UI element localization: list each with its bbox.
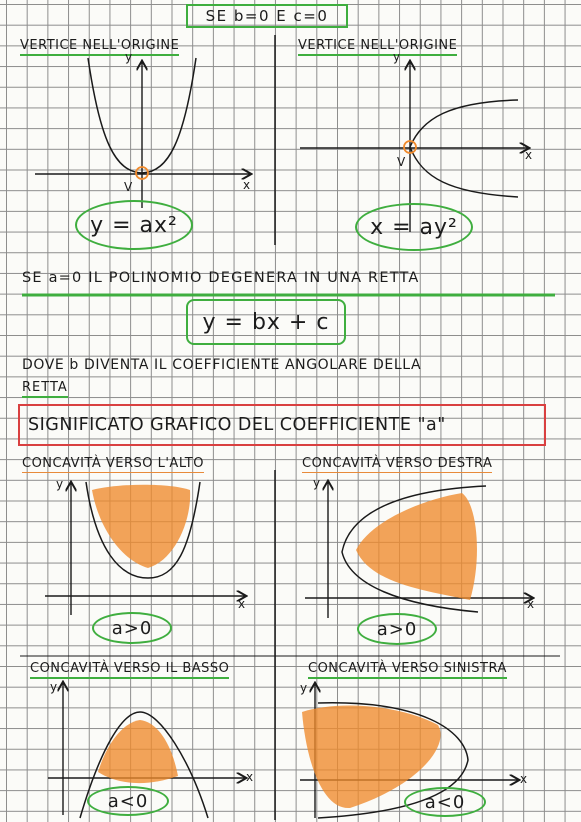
condition: a>0: [111, 617, 153, 639]
condition-oval: [87, 786, 169, 816]
y-axis-label: y: [56, 477, 64, 491]
explanation-line-2: RETTA: [22, 380, 68, 398]
graph-vertex-origin-vertical: [35, 58, 250, 208]
x-axis-label: x: [246, 770, 254, 784]
x-axis-label: x: [243, 178, 251, 192]
panel-title-concave-down: CONCAVITÀ VERSO IL BASSO: [30, 661, 229, 679]
y-axis-label: y: [300, 681, 308, 695]
formula-oval: [75, 200, 193, 250]
formula-oval: [355, 203, 473, 251]
x-axis-label: x: [525, 148, 533, 162]
graph-concave-right: [305, 482, 535, 618]
vertex-label: V: [397, 155, 406, 169]
y-axis-label: y: [50, 680, 58, 694]
graph-concave-up: [45, 482, 245, 615]
panel-title-concave-right: CONCAVITÀ VERSO DESTRA: [302, 456, 493, 471]
filled-region: [92, 485, 190, 568]
condition: a<0: [424, 791, 466, 813]
formula: y = ax²: [90, 212, 178, 238]
condition-oval: [404, 787, 486, 817]
header-condition: SE b=0 E c=0: [205, 7, 329, 25]
explanation-line-1: DOVE b DIVENTA IL COEFFICIENTE ANGOLARE DELLA: [22, 357, 422, 373]
condition-oval: [92, 612, 172, 644]
panel-title-concave-left: CONCAVITÀ VERSO SINISTRA: [308, 661, 507, 679]
x-axis-label: x: [238, 597, 246, 611]
significance-title: SIGNIFICATO GRAFICO DEL COEFFICIENTE "a": [28, 415, 446, 435]
filled-region: [98, 720, 178, 783]
condition-oval: [357, 613, 437, 645]
y-axis-label: y: [393, 50, 401, 64]
y-axis-label: y: [313, 476, 321, 490]
condition: a>0: [376, 618, 418, 640]
condition: a<0: [107, 790, 149, 812]
line-formula-frame: [186, 299, 346, 345]
header-frame: [186, 4, 348, 28]
line-formula: y = bx + c: [202, 309, 330, 335]
degenerate-statement: SE a=0 IL POLINOMIO DEGENERA IN UNA RETTA: [22, 270, 420, 286]
top-right-title: VERTICE NELL'ORIGINE: [298, 38, 457, 56]
significance-frame: [18, 404, 546, 446]
x-axis-label: x: [527, 597, 535, 611]
vertex-label: V: [124, 180, 133, 194]
panel-title-concave-up: CONCAVITÀ VERSO L'ALTO: [22, 456, 204, 471]
top-left-title: VERTICE NELL'ORIGINE: [20, 38, 179, 56]
formula: x = ay²: [370, 214, 458, 240]
filled-region: [356, 493, 477, 600]
y-axis-label: y: [125, 50, 133, 64]
x-axis-label: x: [520, 772, 528, 786]
